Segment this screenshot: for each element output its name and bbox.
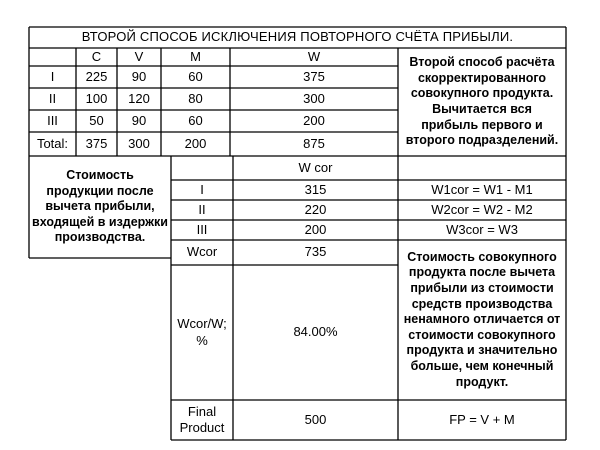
wcor-label: Wcor [186,244,218,260]
row-label: II [48,90,57,106]
cell-w: 200 [303,112,325,128]
note-top: Второй способ расчёта скорректированного совокупного продукта. Вычитается вся прибыль первого и второго подразделений. [405,55,559,148]
cell-c: 375 [85,135,108,151]
wcor-label: III [196,221,208,237]
cell-w: 875 [303,135,325,151]
cell-v: 300 [128,135,150,151]
final-value: 500 [304,411,327,427]
wcor-formula: W3cor = W3 [446,221,518,237]
cell-v: 90 [131,112,147,128]
note-left: Стоимость продукции после вычета прибыли, входящей в издержки производства. [32,167,168,245]
header-v: V [134,48,144,64]
page-title: ВТОРОЙ СПОСОБ ИСКЛЮЧЕНИЯ ПОВТОРНОГО СЧЁТА ПРИБЫЛИ. [81,29,514,45]
note-bottom: Стоимость совокупного продукта после вычета прибыли из стоимости средств производства ненамного отличается от стоимости совокупного продукта и значительно больше, чем конечный продукт. [403,249,561,389]
header-c: C [91,48,102,64]
wcor-value: 315 [304,181,327,197]
cell-m: 60 [188,68,203,84]
row-label: Total: [36,135,69,151]
cell-c: 50 [89,112,104,128]
cell-c: 225 [85,68,108,84]
wcor-label: II [198,201,206,217]
cell-v: 120 [128,90,150,106]
ratio-label: Wcor/W; % [177,316,227,348]
cell-w: 300 [303,90,325,106]
wcor-value: 735 [304,244,327,260]
header-m: M [190,48,201,64]
row-label: III [47,112,58,128]
ratio-value: 84.00% [293,324,338,340]
cell-m: 200 [184,135,207,151]
wcor-label: I [200,181,204,197]
cell-c: 100 [85,90,108,106]
wcor-formula: W1cor = W1 - M1 [431,181,533,197]
cell-m: 60 [188,112,203,128]
cell-v: 90 [131,68,147,84]
wcor-formula: W2cor = W2 - M2 [431,201,533,217]
final-formula: FP = V + M [449,411,515,427]
final-label: Final Product [179,403,225,435]
row-label: I [50,68,55,84]
wcor-value: 200 [304,221,327,237]
cell-w: 375 [303,68,325,84]
header-w: W [307,48,321,64]
wcor-header: W cor [298,159,333,175]
cell-m: 80 [188,90,203,106]
wcor-value: 220 [304,201,327,217]
